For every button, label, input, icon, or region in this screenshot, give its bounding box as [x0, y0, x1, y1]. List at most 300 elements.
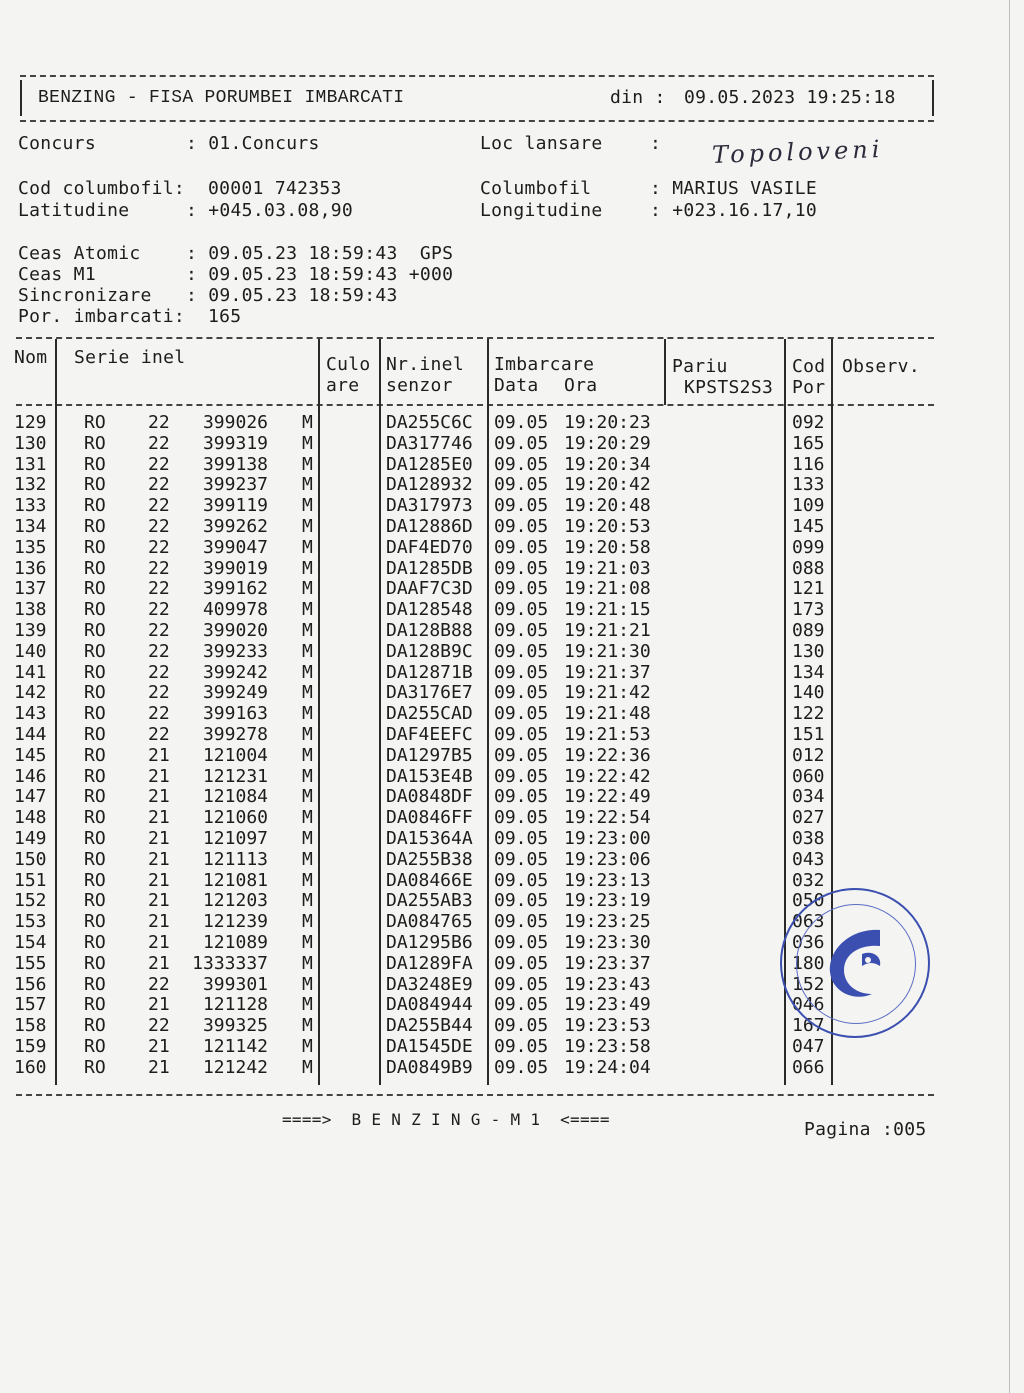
col-header-cod-1: Cod [792, 356, 826, 377]
cell-year: 22 [148, 432, 170, 454]
cell-year: 22 [148, 682, 170, 704]
cell-sensor: DA1545DE [386, 1036, 473, 1057]
cell-sex: M [302, 1056, 313, 1078]
col-header-culoare-2: are [326, 375, 360, 396]
cell-sex: M [302, 557, 313, 579]
col-header-observ: Observ. [842, 356, 920, 377]
cell-ring-number: 399301 [202, 973, 268, 995]
cell-sensor: DA1285DB [386, 557, 473, 579]
cell-nom: 149 [14, 828, 47, 849]
cell-sex: M [302, 765, 313, 787]
col-header-serie-inel: Serie inel [74, 347, 186, 368]
cell-nom: 146 [14, 765, 47, 787]
cell-year: 21 [148, 807, 170, 829]
cell-cod-por: 167 [792, 1015, 825, 1037]
cell-year: 22 [148, 599, 170, 621]
cell-time: 19:20:58 [564, 536, 651, 558]
cell-sensor: DA3248E9 [386, 973, 473, 995]
cell-sex: M [302, 1036, 313, 1057]
header-top-rule [20, 75, 934, 77]
cell-cod-por: 089 [792, 620, 825, 641]
cell-year: 21 [148, 869, 170, 891]
cell-sex: M [302, 495, 313, 517]
cell-cod-por: 130 [792, 640, 825, 662]
cell-sensor: DA08466E [386, 869, 473, 891]
cell-time: 19:20:34 [564, 453, 651, 475]
cell-country: RO [84, 1015, 106, 1037]
loc-lansare-handwritten: Topoloveni [711, 135, 884, 169]
cell-cod-por: 122 [792, 703, 825, 725]
cell-cod-por: 034 [792, 786, 825, 808]
cell-cod-por: 050 [792, 890, 825, 912]
cell-sex: M [302, 1015, 313, 1037]
header-left-border [20, 80, 22, 116]
cell-cod-por: 063 [792, 911, 825, 933]
cell-date: 09.05 [494, 911, 549, 933]
cell-nom: 135 [14, 536, 47, 558]
cell-cod-por: 046 [792, 994, 825, 1016]
cell-year: 22 [148, 474, 170, 496]
cell-ring-number: 399119 [202, 495, 268, 517]
cell-time: 19:21:15 [564, 599, 651, 621]
table-top-rule [16, 337, 934, 339]
cell-sex: M [302, 786, 313, 808]
cell-sensor: DA084944 [386, 994, 473, 1016]
cell-sensor: DA0848DF [386, 786, 473, 808]
cell-ring-number: 399138 [202, 453, 268, 475]
table-row [0, 454, 1024, 475]
date-label: din : [610, 87, 666, 108]
cell-sex: M [302, 973, 313, 995]
cell-ring-number: 399249 [202, 682, 268, 704]
cell-sex: M [302, 453, 313, 475]
ceas-m1-label: Ceas M1 [18, 264, 96, 285]
cell-country: RO [84, 765, 106, 787]
cell-date: 09.05 [494, 578, 549, 600]
col-header-imbarcare: Imbarcare [494, 354, 595, 375]
cell-date: 09.05 [494, 557, 549, 579]
col-header-pariu-1: Pariu [672, 356, 728, 377]
cell-year: 22 [148, 495, 170, 517]
cell-ring-number: 121084 [202, 786, 268, 808]
cell-sex: M [302, 474, 313, 496]
cell-ring-number: 399047 [202, 536, 268, 558]
cell-country: RO [84, 724, 106, 745]
cod-columbofil-value: 00001 742353 [208, 178, 342, 199]
cell-cod-por: 152 [792, 973, 825, 995]
loc-lansare-label: Loc lansare [480, 133, 603, 154]
cell-year: 22 [148, 1015, 170, 1037]
cell-ring-number: 399233 [202, 640, 268, 662]
cell-sex: M [302, 620, 313, 641]
ceas-m1-value: : 09.05.23 18:59:43 +000 [186, 264, 454, 285]
cell-sex: M [302, 848, 313, 870]
cell-year: 21 [148, 994, 170, 1016]
cell-time: 19:20:48 [564, 495, 651, 517]
stamp-emblem-icon [820, 920, 890, 1006]
cell-date: 09.05 [494, 869, 549, 891]
cell-time: 19:24:04 [564, 1056, 651, 1078]
cell-country: RO [84, 474, 106, 496]
cell-ring-number: 409978 [202, 599, 268, 621]
cell-nom: 160 [14, 1056, 47, 1078]
cell-ring-number: 121231 [202, 765, 268, 787]
cell-date: 09.05 [494, 786, 549, 808]
cell-time: 19:23:49 [564, 994, 651, 1016]
cell-ring-number: 121060 [202, 807, 268, 829]
cell-sensor: DA084765 [386, 911, 473, 933]
table-row [0, 599, 1024, 620]
cell-time: 19:23:19 [564, 890, 651, 912]
cell-date: 09.05 [494, 765, 549, 787]
cell-ring-number: 399278 [202, 724, 268, 745]
cell-ring-number: 399026 [202, 412, 268, 433]
cell-ring-number: 121097 [202, 828, 268, 849]
cell-sensor: DA317973 [386, 495, 473, 517]
footer-banner: ====> B E N Z I N G - M 1 <==== [282, 1110, 610, 1129]
porumbei-imbarcati-label: Por. imbarcati: [18, 306, 186, 327]
cell-year: 21 [148, 1056, 170, 1078]
cell-date: 09.05 [494, 890, 549, 912]
cell-country: RO [84, 807, 106, 829]
cell-cod-por: 027 [792, 807, 825, 829]
cell-sensor: DA0846FF [386, 807, 473, 829]
table-row [0, 786, 1024, 807]
cell-country: RO [84, 432, 106, 454]
longitudine-value: : +023.16.17,10 [650, 200, 818, 221]
cell-country: RO [84, 994, 106, 1016]
cell-nom: 144 [14, 724, 47, 745]
cell-cod-por: 043 [792, 848, 825, 870]
cell-time: 19:21:21 [564, 620, 651, 641]
cell-date: 09.05 [494, 1056, 549, 1078]
cell-sex: M [302, 828, 313, 849]
cell-cod-por: 036 [792, 932, 825, 953]
cell-nom: 157 [14, 994, 47, 1016]
table-row [0, 849, 1024, 870]
cell-year: 21 [148, 932, 170, 953]
cell-nom: 132 [14, 474, 47, 496]
col-header-ora: Ora [564, 375, 598, 396]
cell-ring-number: 399020 [202, 620, 268, 641]
cell-nom: 137 [14, 578, 47, 600]
official-stamp [780, 888, 930, 1038]
col-header-nrinel-2: senzor [386, 375, 453, 396]
cell-date: 09.05 [494, 744, 549, 766]
cell-sex: M [302, 661, 313, 683]
cell-sensor: DA128B9C [386, 640, 473, 662]
concurs-value: : 01.Concurs [186, 133, 320, 154]
cell-cod-por: 165 [792, 432, 825, 454]
cell-country: RO [84, 620, 106, 641]
cell-year: 21 [148, 911, 170, 933]
sincronizare-value: : 09.05.23 18:59:43 [186, 285, 398, 306]
table-row [0, 412, 1024, 433]
porumbei-imbarcati-value: 165 [208, 306, 242, 327]
table-row [0, 474, 1024, 495]
cell-nom: 152 [14, 890, 47, 912]
cell-date: 09.05 [494, 994, 549, 1016]
longitudine-label: Longitudine [480, 200, 603, 221]
cell-cod-por: 092 [792, 412, 825, 433]
cell-date: 09.05 [494, 682, 549, 704]
cell-country: RO [84, 1056, 106, 1078]
cell-ring-number: 121089 [202, 932, 268, 953]
cell-nom: 136 [14, 557, 47, 579]
cell-sensor: DA128B88 [386, 620, 473, 641]
cell-ring-number: 121142 [202, 1036, 268, 1057]
cell-sensor: DA128932 [386, 474, 473, 496]
cell-nom: 147 [14, 786, 47, 808]
cell-country: RO [84, 536, 106, 558]
cell-year: 21 [148, 952, 170, 974]
cell-country: RO [84, 453, 106, 475]
table-row [0, 662, 1024, 683]
cell-country: RO [84, 495, 106, 517]
cell-time: 19:20:42 [564, 474, 651, 496]
cell-sensor: DA1289FA [386, 952, 473, 974]
cell-sensor: DA255CAD [386, 703, 473, 725]
cell-sensor: DA0849B9 [386, 1056, 473, 1078]
concurs-label: Concurs [18, 133, 96, 154]
cell-ring-number: 399262 [202, 516, 268, 537]
date-value: 09.05.2023 19:25:18 [684, 87, 896, 108]
table-row [0, 807, 1024, 828]
col-divider-imbarcare [664, 339, 666, 405]
cell-cod-por: 145 [792, 516, 825, 537]
cell-nom: 141 [14, 661, 47, 683]
ceas-atomic-value: : 09.05.23 18:59:43 GPS [186, 243, 454, 264]
cell-sensor: DA3176E7 [386, 682, 473, 704]
cell-cod-por: 173 [792, 599, 825, 621]
cell-date: 09.05 [494, 640, 549, 662]
cell-time: 19:22:42 [564, 765, 651, 787]
cell-ring-number: 121004 [202, 744, 268, 766]
table-row [0, 537, 1024, 558]
cell-year: 22 [148, 453, 170, 475]
cell-time: 19:23:43 [564, 973, 651, 995]
cell-nom: 130 [14, 432, 47, 454]
page-number: Pagina :005 [804, 1119, 927, 1140]
table-row [0, 558, 1024, 579]
table-row [0, 703, 1024, 724]
table-row [0, 766, 1024, 787]
cell-cod-por: 109 [792, 495, 825, 517]
cell-ring-number: 1333337 [192, 952, 268, 974]
cell-time: 19:21:08 [564, 578, 651, 600]
cell-nom: 159 [14, 1036, 47, 1057]
cell-ring-number: 399162 [202, 578, 268, 600]
ceas-atomic-label: Ceas Atomic [18, 243, 141, 264]
cell-time: 19:21:03 [564, 557, 651, 579]
cell-nom: 139 [14, 620, 47, 641]
cell-date: 09.05 [494, 516, 549, 537]
cell-date: 09.05 [494, 495, 549, 517]
cell-time: 19:21:53 [564, 724, 651, 745]
cell-date: 09.05 [494, 453, 549, 475]
cell-year: 22 [148, 536, 170, 558]
cell-cod-por: 133 [792, 474, 825, 496]
table-row [0, 682, 1024, 703]
cell-year: 22 [148, 620, 170, 641]
table-row [0, 620, 1024, 641]
cell-ring-number: 121242 [202, 1056, 268, 1078]
cell-nom: 142 [14, 682, 47, 704]
col-header-data: Data [494, 375, 539, 396]
cell-cod-por: 099 [792, 536, 825, 558]
cell-country: RO [84, 744, 106, 766]
cell-time: 19:22:36 [564, 744, 651, 766]
cell-cod-por: 047 [792, 1036, 825, 1057]
cell-date: 09.05 [494, 661, 549, 683]
cell-year: 21 [148, 1036, 170, 1057]
table-row [0, 1036, 1024, 1057]
cell-country: RO [84, 848, 106, 870]
table-row [0, 1057, 1024, 1078]
columbofil-label: Columbofil [480, 178, 592, 199]
latitudine-value: : +045.03.08,90 [186, 200, 354, 221]
cell-sex: M [302, 807, 313, 829]
col-header-nrinel-1: Nr.inel [386, 354, 464, 375]
table-row [0, 578, 1024, 599]
cell-cod-por: 134 [792, 661, 825, 683]
cell-nom: 153 [14, 911, 47, 933]
cell-country: RO [84, 682, 106, 704]
cell-sex: M [302, 578, 313, 600]
cell-year: 22 [148, 412, 170, 433]
cell-ring-number: 121239 [202, 911, 268, 933]
cell-sensor: DAF4ED70 [386, 536, 473, 558]
cell-ring-number: 399019 [202, 557, 268, 579]
cell-cod-por: 180 [792, 952, 825, 974]
cell-country: RO [84, 786, 106, 808]
cell-time: 19:20:53 [564, 516, 651, 537]
cell-sensor: DA128548 [386, 599, 473, 621]
cell-nom: 133 [14, 495, 47, 517]
cell-date: 09.05 [494, 807, 549, 829]
cell-sex: M [302, 869, 313, 891]
cell-year: 22 [148, 661, 170, 683]
cell-nom: 143 [14, 703, 47, 725]
cell-country: RO [84, 1036, 106, 1057]
cell-cod-por: 060 [792, 765, 825, 787]
cell-sensor: DA15364A [386, 828, 473, 849]
cell-sensor: DA255C6C [386, 412, 473, 433]
cell-year: 21 [148, 890, 170, 912]
cell-time: 19:23:06 [564, 848, 651, 870]
cell-date: 09.05 [494, 848, 549, 870]
cell-sex: M [302, 536, 313, 558]
cell-nom: 158 [14, 1015, 47, 1037]
cell-sex: M [302, 682, 313, 704]
cell-sex: M [302, 640, 313, 662]
cell-cod-por: 088 [792, 557, 825, 579]
cell-sensor: DA255B44 [386, 1015, 473, 1037]
cell-date: 09.05 [494, 973, 549, 995]
cell-cod-por: 140 [792, 682, 825, 704]
cell-sensor: DA153E4B [386, 765, 473, 787]
cell-time: 19:23:37 [564, 952, 651, 974]
cell-time: 19:23:30 [564, 932, 651, 953]
cell-time: 19:21:42 [564, 682, 651, 704]
cell-sex: M [302, 516, 313, 537]
table-bottom-rule [16, 1094, 934, 1096]
cell-nom: 151 [14, 869, 47, 891]
cell-country: RO [84, 973, 106, 995]
cell-year: 22 [148, 578, 170, 600]
columbofil-value: : MARIUS VASILE [650, 178, 818, 199]
table-row [0, 495, 1024, 516]
cell-sex: M [302, 932, 313, 953]
cell-nom: 154 [14, 932, 47, 953]
cell-ring-number: 121113 [202, 848, 268, 870]
col-header-culoare-1: Culo [326, 354, 371, 375]
cell-nom: 138 [14, 599, 47, 621]
cell-cod-por: 116 [792, 453, 825, 475]
cell-ring-number: 121128 [202, 994, 268, 1016]
cell-year: 22 [148, 557, 170, 579]
cell-date: 09.05 [494, 474, 549, 496]
cell-country: RO [84, 578, 106, 600]
cell-country: RO [84, 640, 106, 662]
cell-ring-number: 399237 [202, 474, 268, 496]
cell-year: 22 [148, 973, 170, 995]
cell-sensor: DA1285E0 [386, 453, 473, 475]
cell-time: 19:21:30 [564, 640, 651, 662]
cell-date: 09.05 [494, 1036, 549, 1057]
cell-time: 19:22:49 [564, 786, 651, 808]
cell-time: 19:23:58 [564, 1036, 651, 1057]
header-right-border [932, 80, 934, 116]
cell-date: 09.05 [494, 599, 549, 621]
cell-year: 21 [148, 848, 170, 870]
cell-year: 21 [148, 828, 170, 849]
cell-cod-por: 032 [792, 869, 825, 891]
table-row [0, 745, 1024, 766]
cell-cod-por: 151 [792, 724, 825, 745]
cell-cod-por: 066 [792, 1056, 825, 1078]
table-header-rule [16, 404, 934, 406]
cell-sex: M [302, 703, 313, 725]
cell-ring-number: 121081 [202, 869, 268, 891]
cell-sex: M [302, 994, 313, 1016]
cell-date: 09.05 [494, 724, 549, 745]
cell-sensor: DAAF7C3D [386, 578, 473, 600]
cell-time: 19:21:37 [564, 661, 651, 683]
cell-sex: M [302, 599, 313, 621]
cell-ring-number: 399319 [202, 432, 268, 454]
cell-country: RO [84, 869, 106, 891]
cell-nom: 134 [14, 516, 47, 537]
cell-nom: 129 [14, 412, 47, 433]
cell-cod-por: 012 [792, 744, 825, 766]
cell-country: RO [84, 890, 106, 912]
cell-year: 21 [148, 765, 170, 787]
cell-date: 09.05 [494, 703, 549, 725]
cell-time: 19:21:48 [564, 703, 651, 725]
table-row [0, 641, 1024, 662]
cell-time: 19:20:23 [564, 412, 651, 433]
table-row [0, 870, 1024, 891]
cell-sensor: DA12886D [386, 516, 473, 537]
cell-date: 09.05 [494, 932, 549, 953]
cell-date: 09.05 [494, 952, 549, 974]
cell-sensor: DA317746 [386, 432, 473, 454]
cell-ring-number: 399325 [202, 1015, 268, 1037]
cell-time: 19:23:53 [564, 1015, 651, 1037]
cell-sensor: DA255B38 [386, 848, 473, 870]
cell-year: 22 [148, 640, 170, 662]
